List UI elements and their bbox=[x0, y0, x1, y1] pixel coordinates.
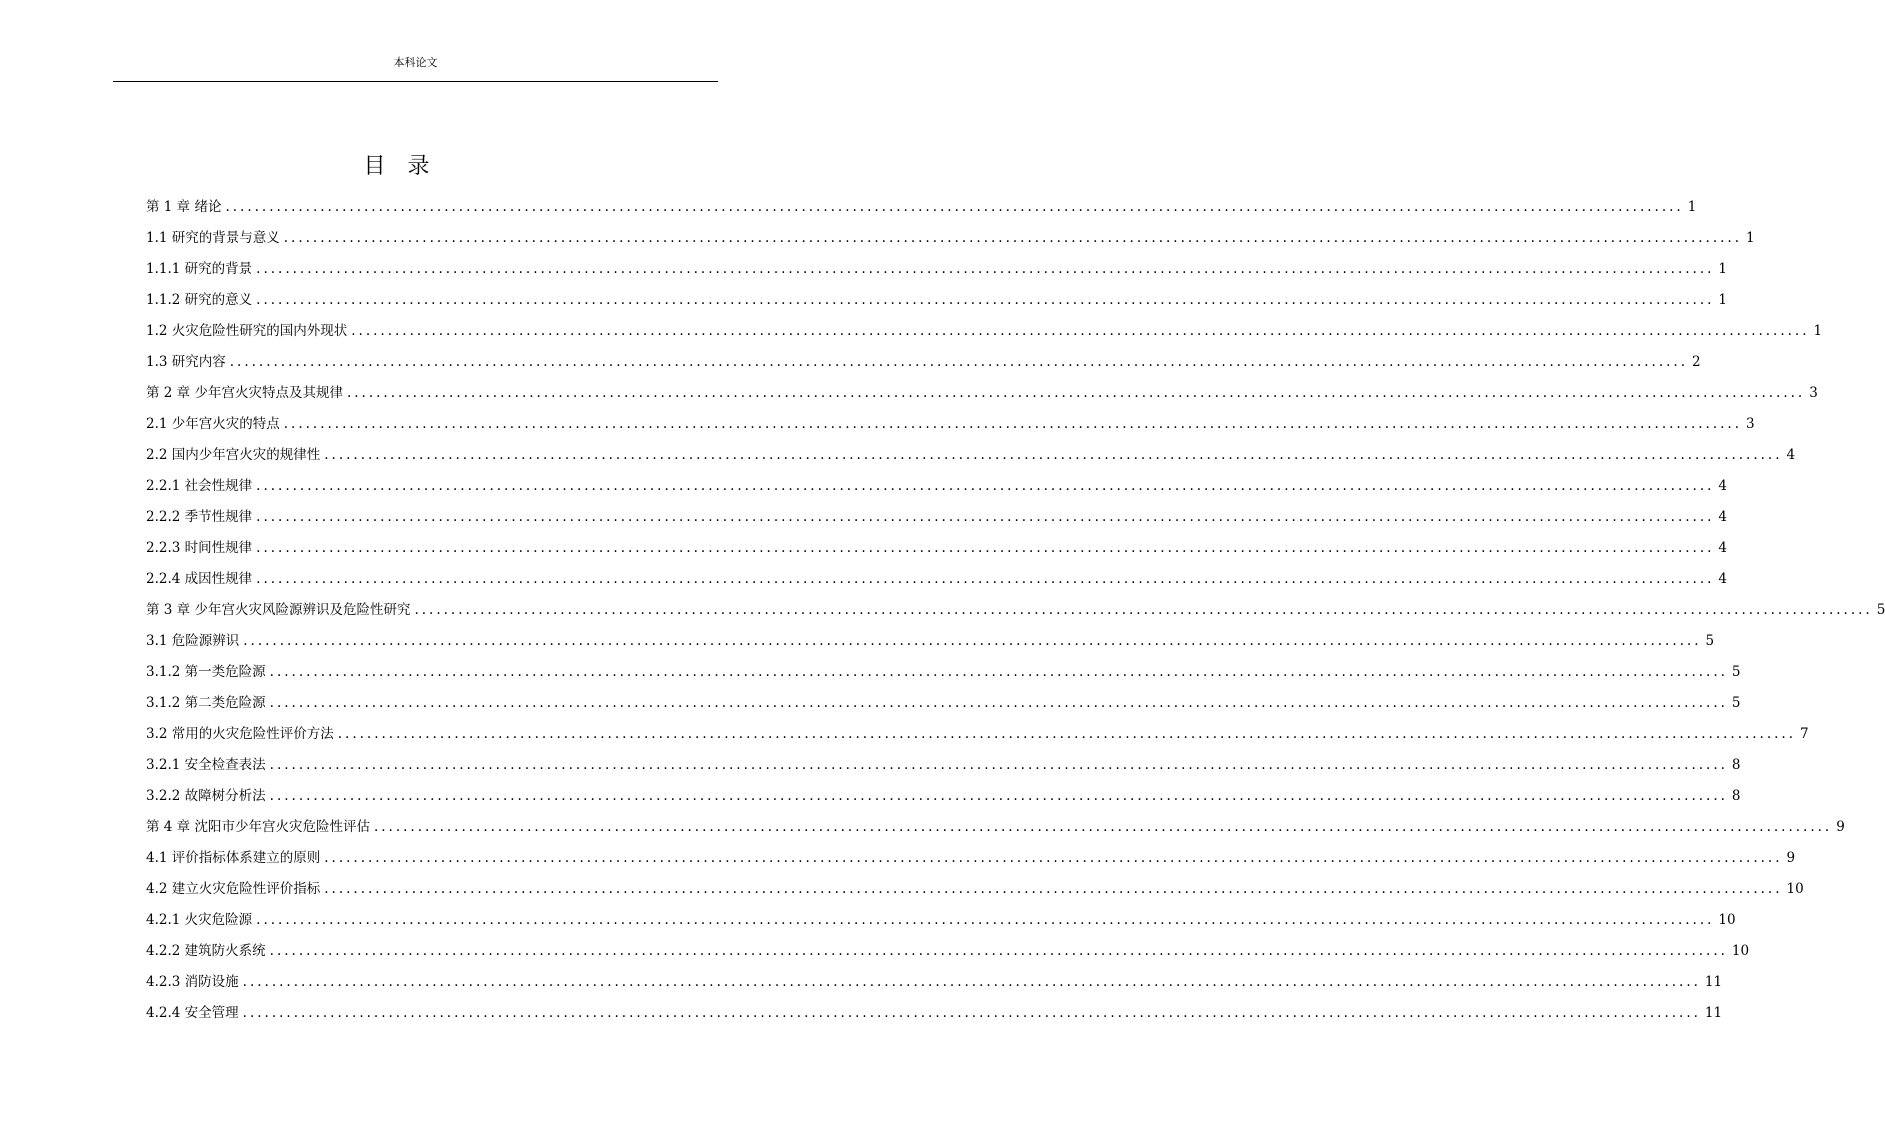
toc-entry-page-number: 5 bbox=[1731, 695, 1741, 711]
toc-entry-label: 2.2.1 社会性规律 bbox=[146, 478, 253, 494]
dot-leader: ........................................................................................................................................................................................................ bbox=[324, 881, 1783, 897]
toc-entry-label: 第 3 章 少年宫火灾风险源辨识及危险性研究 bbox=[146, 602, 411, 618]
dot-leader: ........................................................................................................................................................................................................ bbox=[256, 478, 1715, 494]
toc-entry-page-number: 5 bbox=[1705, 633, 1715, 649]
toc-entry-label: 2.2 国内少年宫火灾的规律性 bbox=[146, 447, 321, 463]
toc-entry-label: 1.2 火灾危险性研究的国内外现状 bbox=[146, 323, 348, 339]
toc-entry-label: 4.2.4 安全管理 bbox=[146, 1005, 239, 1021]
dot-leader: ........................................................................................................................................................................................................ bbox=[242, 1005, 1701, 1021]
dot-leader: ........................................................................................................................................................................................................ bbox=[269, 664, 1728, 680]
dot-leader: ........................................................................................................................................................................................................ bbox=[324, 447, 1783, 463]
dot-leader: ........................................................................................................................................................................................................ bbox=[225, 199, 1684, 215]
toc-entry-page-number: 9 bbox=[1836, 819, 1845, 835]
toc-entry[interactable] bbox=[146, 376, 1818, 407]
toc-entry[interactable] bbox=[146, 841, 1796, 872]
toc-entry[interactable] bbox=[146, 748, 1741, 779]
dot-leader: ........................................................................................................................................................................................................ bbox=[256, 261, 1715, 277]
toc-entry-page-number: 4 bbox=[1718, 540, 1728, 556]
toc-entry-page-number: 1 bbox=[1746, 230, 1755, 246]
toc-entry-label: 4.2 建立火灾危险性评价指标 bbox=[146, 881, 321, 897]
dot-leader: ........................................................................................................................................................................................................ bbox=[256, 571, 1715, 587]
toc-entry-page-number: 7 bbox=[1800, 726, 1809, 742]
toc-entry-page-number: 4 bbox=[1718, 571, 1728, 587]
toc-entry[interactable] bbox=[146, 903, 1736, 934]
toc-entry-page-number: 1 bbox=[1813, 323, 1823, 339]
dot-leader: ........................................................................................................................................................................................................ bbox=[324, 850, 1783, 866]
toc-entry-page-number: 5 bbox=[1731, 664, 1741, 680]
header-rule bbox=[113, 81, 718, 82]
dot-leader: ........................................................................................................................................................................................................ bbox=[269, 788, 1728, 804]
toc-entry[interactable] bbox=[146, 314, 1823, 345]
dot-leader: ........................................................................................................................................................................................................ bbox=[269, 695, 1728, 711]
toc-entry-page-number: 11 bbox=[1704, 974, 1723, 990]
toc-entry[interactable] bbox=[146, 717, 1809, 748]
toc-entry[interactable] bbox=[146, 686, 1741, 717]
toc-entry-label: 3.1.2 第二类危险源 bbox=[146, 695, 266, 711]
toc-entry[interactable] bbox=[146, 996, 1723, 1027]
toc-entry-page-number: 8 bbox=[1731, 757, 1741, 773]
toc-entry-page-number: 10 bbox=[1718, 912, 1736, 928]
toc-entry-page-number: 5 bbox=[1876, 602, 1885, 618]
toc-entry[interactable] bbox=[146, 221, 1755, 252]
toc-entry-page-number: 8 bbox=[1731, 788, 1741, 804]
toc-entry[interactable] bbox=[146, 345, 1701, 376]
toc-entry[interactable] bbox=[146, 872, 1804, 903]
toc-entry[interactable] bbox=[146, 593, 1885, 624]
toc-entry-page-number: 1 bbox=[1718, 261, 1728, 277]
toc-entry-label: 1.3 研究内容 bbox=[146, 354, 226, 370]
table-of-contents bbox=[146, 190, 1885, 1027]
toc-entry-page-number: 4 bbox=[1718, 509, 1728, 525]
dot-leader: ........................................................................................................................................................................................................ bbox=[256, 912, 1715, 928]
toc-entry-label: 3.2.2 故障树分析法 bbox=[146, 788, 266, 804]
dot-leader: ........................................................................................................................................................................................................ bbox=[256, 292, 1715, 308]
toc-entry-page-number: 9 bbox=[1786, 850, 1796, 866]
toc-entry-page-number: 10 bbox=[1786, 881, 1804, 897]
toc-entry-page-number: 2 bbox=[1692, 354, 1701, 370]
toc-entry[interactable] bbox=[146, 531, 1728, 562]
dot-leader: ........................................................................................................................................................................................................ bbox=[414, 602, 1873, 618]
toc-entry[interactable] bbox=[146, 655, 1741, 686]
toc-entry-label: 第 2 章 少年宫火灾特点及其规律 bbox=[146, 385, 343, 401]
toc-entry-label: 4.1 评价指标体系建立的原则 bbox=[146, 850, 321, 866]
toc-entry-page-number: 1 bbox=[1718, 292, 1728, 308]
toc-entry-label: 1.1.1 研究的背景 bbox=[146, 261, 253, 277]
toc-entry-label: 4.2.1 火灾危险源 bbox=[146, 912, 253, 928]
toc-entry-label: 1.1.2 研究的意义 bbox=[146, 292, 253, 308]
toc-entry-page-number: 3 bbox=[1809, 385, 1818, 401]
toc-entry-label: 2.1 少年宫火灾的特点 bbox=[146, 416, 280, 432]
toc-entry-page-number: 3 bbox=[1746, 416, 1755, 432]
running-header: 本科论文 bbox=[393, 56, 438, 69]
toc-entry-label: 2.2.3 时间性规律 bbox=[146, 540, 253, 556]
toc-entry-label: 4.2.3 消防设施 bbox=[146, 974, 239, 990]
page-title: 目录 bbox=[363, 154, 452, 179]
toc-entry[interactable] bbox=[146, 500, 1728, 531]
toc-entry-label: 3.1 危险源辨识 bbox=[146, 633, 240, 649]
toc-entry-label: 4.2.2 建筑防火系统 bbox=[146, 943, 266, 959]
toc-entry[interactable] bbox=[146, 934, 1750, 965]
dot-leader: ........................................................................................................................................................................................................ bbox=[351, 323, 1810, 339]
toc-entry-page-number: 4 bbox=[1718, 478, 1728, 494]
toc-entry-page-number: 4 bbox=[1786, 447, 1796, 463]
toc-entry[interactable] bbox=[146, 779, 1741, 810]
toc-entry-label: 第 4 章 沈阳市少年宫火灾危险性评估 bbox=[146, 819, 370, 835]
toc-entry-page-number: 1 bbox=[1687, 199, 1697, 215]
toc-entry-label: 第 1 章 绪论 bbox=[146, 199, 222, 215]
dot-leader: ........................................................................................................................................................................................................ bbox=[256, 540, 1715, 556]
dot-leader: ........................................................................................................................................................................................................ bbox=[283, 416, 1743, 432]
toc-entry[interactable] bbox=[146, 283, 1728, 314]
dot-leader: ........................................................................................................................................................................................................ bbox=[269, 943, 1728, 959]
toc-entry-page-number: 11 bbox=[1704, 1005, 1723, 1021]
toc-entry-label: 2.2.4 成因性规律 bbox=[146, 571, 253, 587]
toc-entry-label: 1.1 研究的背景与意义 bbox=[146, 230, 280, 246]
toc-entry[interactable] bbox=[146, 190, 1697, 221]
dot-leader: ........................................................................................................................................................................................................ bbox=[229, 354, 1689, 370]
toc-entry[interactable] bbox=[146, 624, 1715, 655]
toc-entry-page-number: 10 bbox=[1731, 943, 1750, 959]
dot-leader: ........................................................................................................................................................................................................ bbox=[269, 757, 1728, 773]
dot-leader: ........................................................................................................................................................................................................ bbox=[346, 385, 1806, 401]
toc-entry[interactable] bbox=[146, 965, 1723, 996]
toc-entry[interactable] bbox=[146, 810, 1845, 841]
toc-entry[interactable] bbox=[146, 438, 1796, 469]
dot-leader: ........................................................................................................................................................................................................ bbox=[283, 230, 1743, 246]
toc-entry[interactable] bbox=[146, 252, 1728, 283]
dot-leader: ........................................................................................................................................................................................................ bbox=[337, 726, 1797, 742]
dot-leader: ........................................................................................................................................................................................................ bbox=[373, 819, 1833, 835]
dot-leader: ........................................................................................................................................................................................................ bbox=[243, 633, 1702, 649]
toc-entry-label: 3.1.2 第一类危险源 bbox=[146, 664, 266, 680]
toc-entry[interactable] bbox=[146, 562, 1728, 593]
toc-entry-label: 3.2 常用的火灾危险性评价方法 bbox=[146, 726, 334, 742]
dot-leader: ........................................................................................................................................................................................................ bbox=[256, 509, 1715, 525]
toc-entry[interactable] bbox=[146, 469, 1728, 500]
dot-leader: ........................................................................................................................................................................................................ bbox=[242, 974, 1701, 990]
toc-entry-label: 3.2.1 安全检查表法 bbox=[146, 757, 266, 773]
toc-entry[interactable] bbox=[146, 407, 1755, 438]
toc-entry-label: 2.2.2 季节性规律 bbox=[146, 509, 253, 525]
